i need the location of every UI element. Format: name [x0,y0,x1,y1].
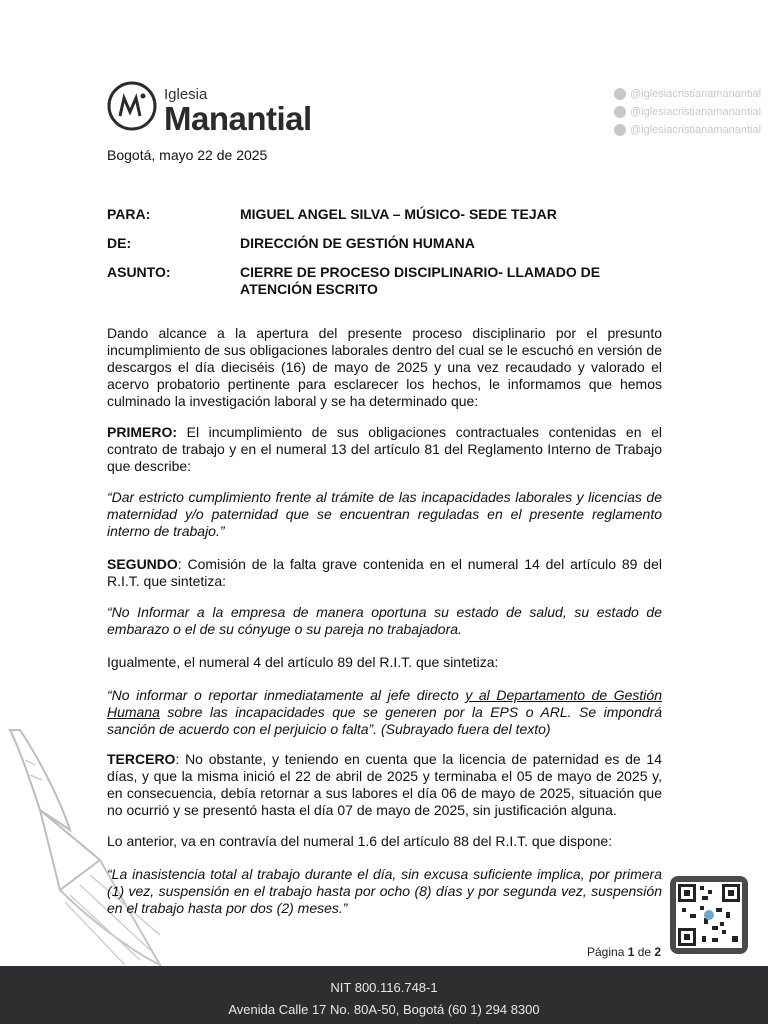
social-youtube[interactable] [614,103,764,121]
qr-code[interactable] [670,876,748,954]
footer-address: Avenida Calle 17 No. 80A-50, Bogotá (60 1) 294 8300 [228,1002,540,1017]
social-links [614,85,764,139]
segundo-label: SEGUNDO [107,556,178,572]
segundo-paragraph [107,556,662,590]
logo-text-small: Iglesia [164,86,208,103]
page-total: 2 [654,945,662,959]
para-value: MIGUEL ANGEL SILVA – MÚSICO- SEDE TEJAR [240,206,557,222]
instagram-handle: @iglesiacristianamanantial [630,124,762,136]
segundo-text: : Comisión de la falta grave contenida en el numeral 14 del artículo 89 del R.I.T. que sintetiza: [107,556,662,589]
social-instagram[interactable] [614,121,764,139]
letter-date: Bogotá, mayo 22 de 2025 [107,147,268,163]
asunto-label: ASUNTO: [107,264,171,280]
primero-label: PRIMERO: [107,424,177,440]
quote3-part-b: sobre las incapacidades que se generen por la EPS o ARL. Se impondrá sanción de acuerdo con el perjuicio o falta”. (Subrayado fuera del texto) [107,704,662,737]
igualmente-paragraph: Igualmente, el numeral 4 del artículo 89 del R.I.T. que sintetiza: [107,654,499,670]
primero-paragraph [107,424,662,475]
quote3-part-a: “No informar o reportar inmediatamente al jefe directo [107,687,466,703]
youtube-icon [614,106,626,118]
logo-text-big: Manantial [164,100,312,137]
facebook-handle: @iglesiacristianamanantial [630,88,762,100]
primero-text: El incumplimiento de sus obligaciones contractuales contenidas en el contrato de trabajo y en el numeral 13 del artículo 81 del Reglamento Interno de Trabajo que describe: [107,424,662,474]
qr-pattern [676,882,742,948]
footer-nit: NIT 800.116.748-1 [330,980,438,995]
quote-numeral-1-6: “La inasistencia total al trabajo durante el día, sin excusa suficiente implica, por primera (1) vez, suspensión en el trabajo hasta por ocho (8) días y por segunda vez, suspensión en el trabajo hasta por dos (2) meses.” [107,866,662,916]
youtube-handle: @iglesiacristianamanantial [630,106,762,118]
instagram-icon [614,124,626,136]
de-value: DIRECCIÓN DE GESTIÓN HUMANA [240,235,475,251]
anterior-paragraph: Lo anterior, va en contravía del numeral 1.6 del artículo 88 del R.I.T. que dispone: [107,833,613,849]
quote-numeral-4 [107,687,662,738]
asunto-value: CIERRE DE PROCESO DISCIPLINARIO- LLAMADO DE ATENCIÓN ESCRITO [240,264,601,297]
tercero-text: : No obstante, y teniendo en cuenta que la licencia de paternidad es de 14 días, y que la misma inició el 22 de abril de 2025 y terminaba el 05 de mayo de 2025 y, en consecuencia, debía retornar a sus labores el día 06 de mayo de 2025, situación que no ocurrió y se presentó hasta el día 07 de mayo de 2025, sin justificación alguna. [107,751,662,818]
quote3-underlined: y al Departamento de Gestión Humana [107,687,662,720]
quote-segundo: “No Informar a la empresa de manera oportuna su estado de salud, su estado de embarazo o el de su cónyuge o su pareja no trabajadora. [107,604,662,637]
facebook-icon [614,88,626,100]
church-logo [106,80,336,140]
logo-mark-icon [106,80,158,132]
social-facebook[interactable] [614,85,764,103]
intro-paragraph: Dando alcance a la apertura del presente proceso disciplinario por el presunto incumplimiento de sus obligaciones laborales dentro del cual se le escuchó en versión de descargos el día dieciséis (16) de mayo de 2025 y una vez recaudado y valorado el acervo probatorio pertinente para esclarecer los hechos, le informamos que hemos culminado la investigación laboral y se ha determinado que: [107,325,662,409]
quote-primero: “Dar estricto cumplimiento frente al trámite de las incapacidades laborales y licencias de maternidad y/o paternidad que se encuentran reguladas en el presente reglamento interno de trabajo.” [107,489,662,539]
tercero-paragraph [107,751,662,819]
page-current: 1 [627,945,635,959]
page-number: Página 1 de 2 [587,945,662,959]
para-label: PARA: [107,206,151,222]
de-label: DE: [107,235,132,251]
tercero-label: TERCERO [107,751,176,767]
